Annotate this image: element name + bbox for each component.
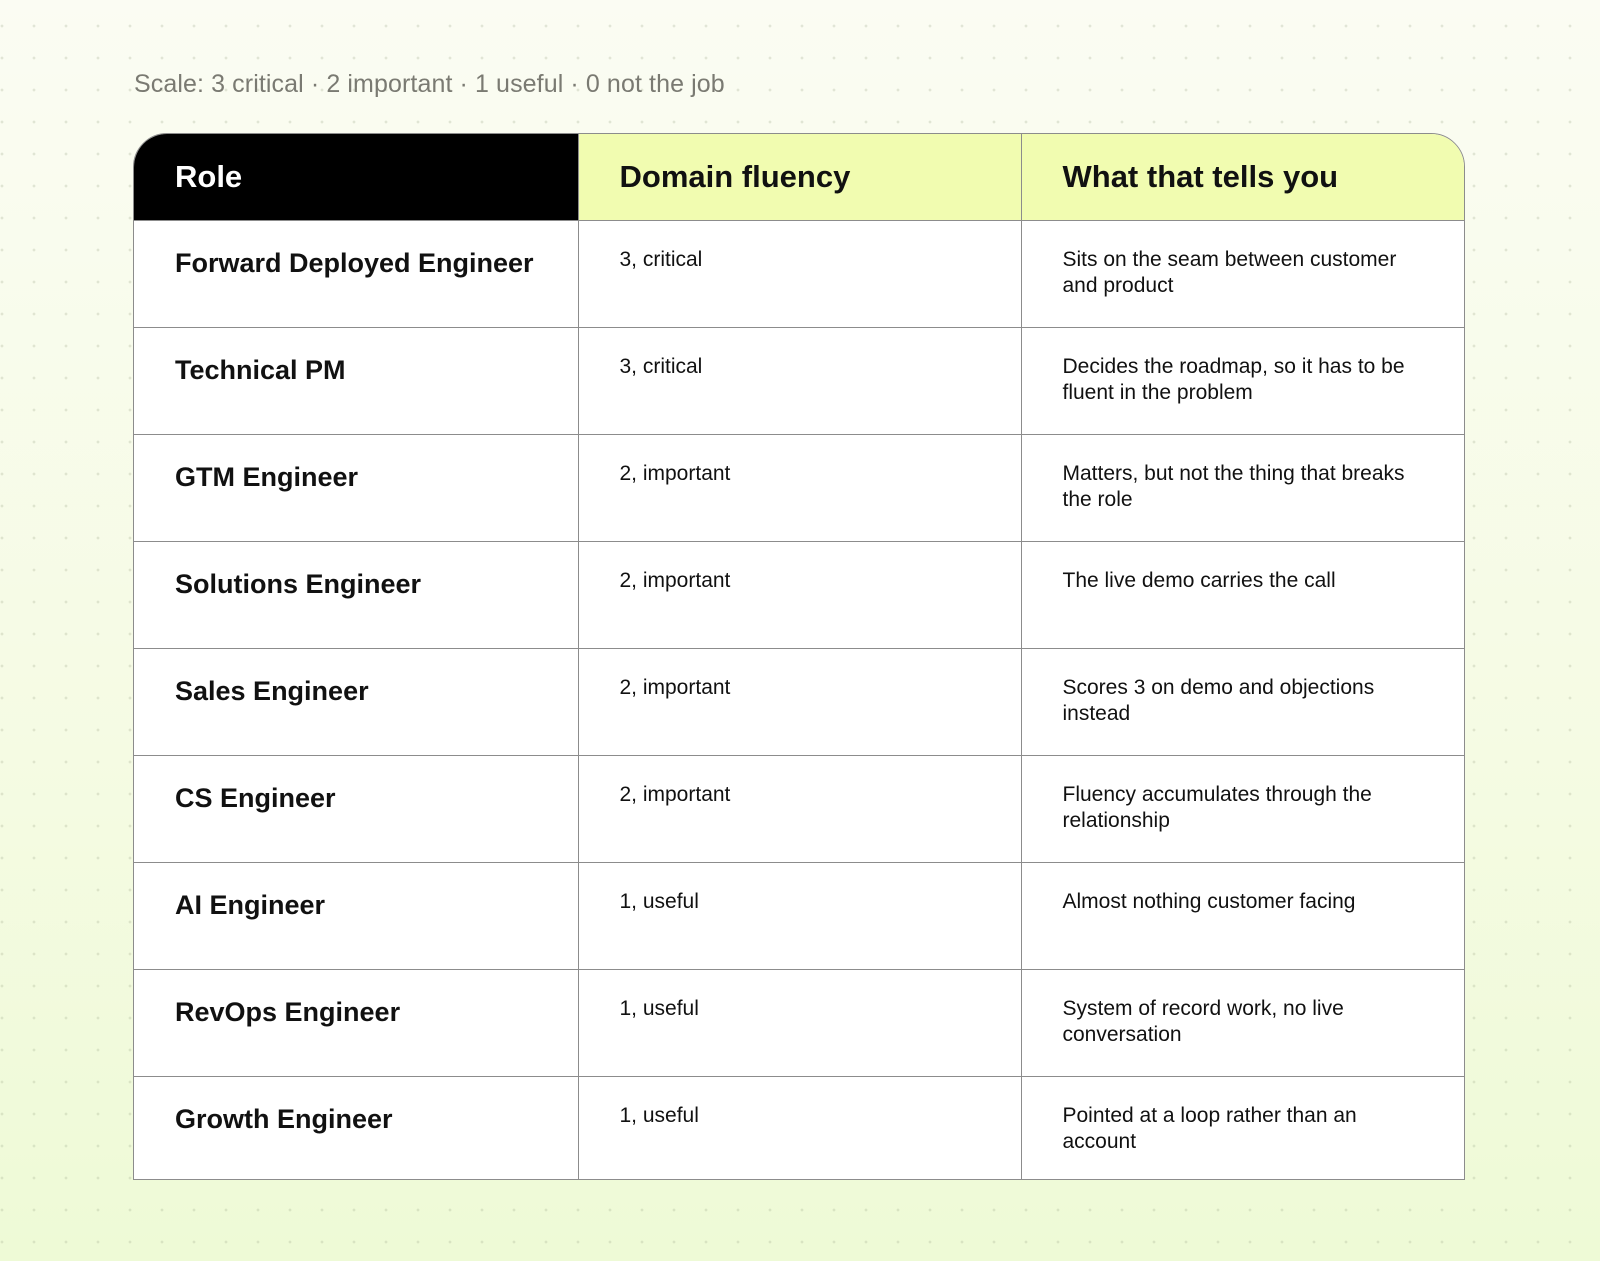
table [134,134,1464,1180]
column-header-domain-fluency: Domain fluency [578,134,1021,220]
table-body [134,220,1464,1180]
tells-cell: Fluency accumulates through the relationship [1021,755,1464,862]
role-cell: AI Engineer [134,862,578,969]
tells-cell: Almost nothing customer facing [1021,862,1464,969]
fluency-cell: 2, important [578,755,1021,862]
role-cell: Solutions Engineer [134,541,578,648]
role-cell: Forward Deployed Engineer [134,220,578,327]
role-cell: GTM Engineer [134,434,578,541]
table-row [134,327,1464,434]
role-cell: Sales Engineer [134,648,578,755]
tells-cell: Scores 3 on demo and objections instead [1021,648,1464,755]
role-cell: RevOps Engineer [134,969,578,1076]
role-fluency-table [133,133,1465,1180]
tells-cell: System of record work, no live conversation [1021,969,1464,1076]
role-cell: Growth Engineer [134,1076,578,1180]
fluency-cell: 1, useful [578,969,1021,1076]
table-row [134,648,1464,755]
fluency-cell: 2, important [578,648,1021,755]
table-row [134,969,1464,1076]
role-cell: CS Engineer [134,755,578,862]
fluency-cell: 2, important [578,541,1021,648]
role-cell: Technical PM [134,327,578,434]
table-row [134,755,1464,862]
tells-cell: Sits on the seam between customer and product [1021,220,1464,327]
fluency-cell: 3, critical [578,327,1021,434]
tells-cell: Decides the roadmap, so it has to be fluent in the problem [1021,327,1464,434]
table-row [134,541,1464,648]
fluency-cell: 2, important [578,434,1021,541]
scale-legend: Scale: 3 critical · 2 important · 1 useful · 0 not the job [134,70,725,98]
fluency-cell: 1, useful [578,862,1021,969]
tells-cell: Pointed at a loop rather than an account [1021,1076,1464,1180]
fluency-cell: 1, useful [578,1076,1021,1180]
column-header-role: Role [134,134,578,220]
table-row [134,862,1464,969]
table-row [134,434,1464,541]
tells-cell: Matters, but not the thing that breaks the role [1021,434,1464,541]
tells-cell: The live demo carries the call [1021,541,1464,648]
fluency-cell: 3, critical [578,220,1021,327]
table-header-row [134,134,1464,220]
column-header-what-that-tells-you: What that tells you [1021,134,1464,220]
table-row [134,1076,1464,1180]
table-row [134,220,1464,327]
